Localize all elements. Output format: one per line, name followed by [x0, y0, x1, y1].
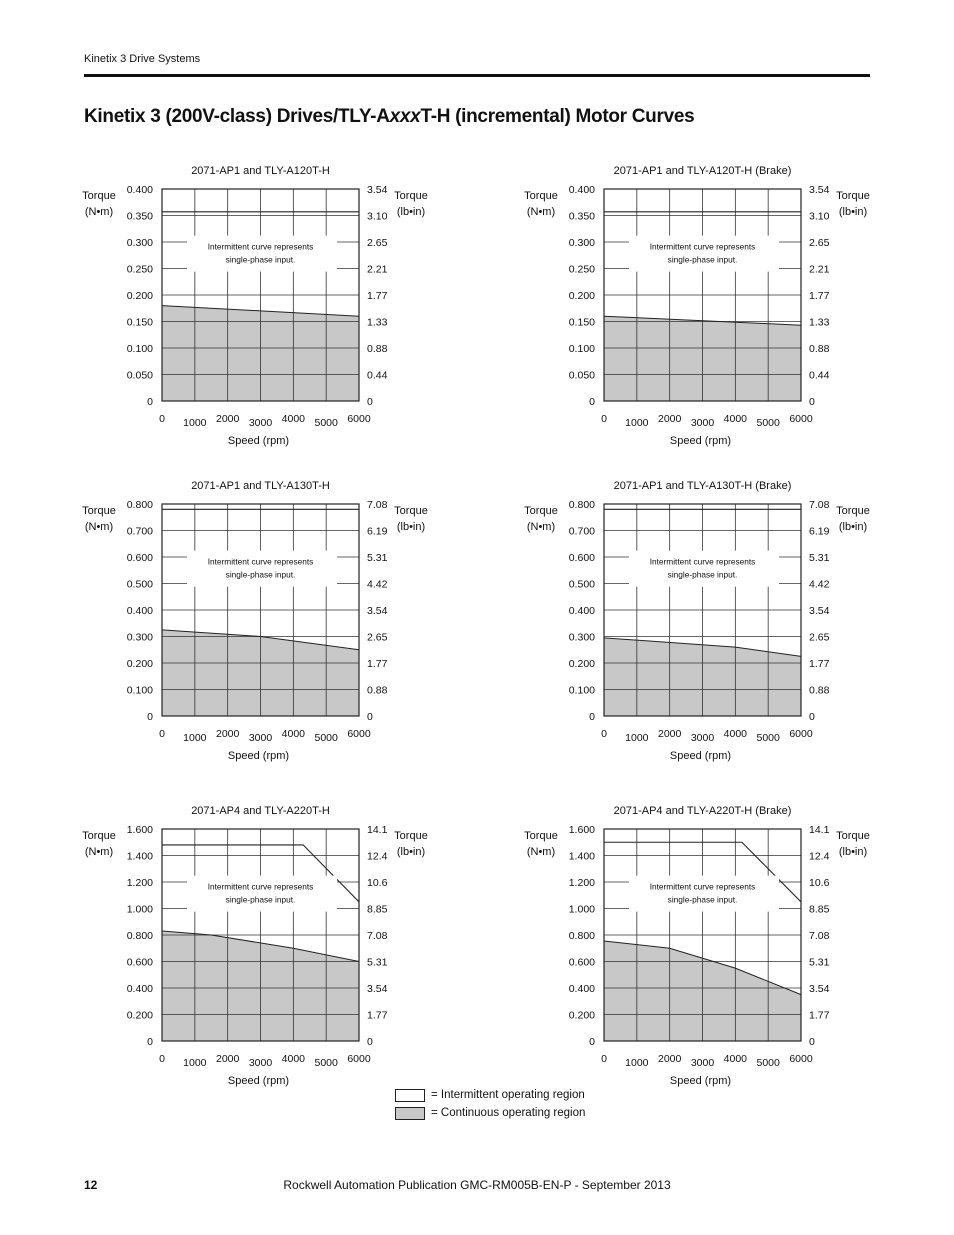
- y-tick-left: 1.400: [568, 850, 595, 863]
- y-tick-right: 3.54: [809, 983, 830, 995]
- x-tick-label: 6000: [789, 413, 813, 425]
- y-tick-left: 0.300: [568, 237, 595, 249]
- y-tick-left: 0.150: [126, 316, 153, 329]
- y-tick-right: 1.77: [809, 1009, 830, 1022]
- x-tick-label: 4000: [281, 728, 306, 740]
- chart-title: 2071-AP4 and TLY-A220T-H (Brake): [613, 805, 792, 817]
- y-tick-right: 2.21: [809, 263, 830, 276]
- y-tick-left: 0.100: [126, 343, 153, 355]
- y-tick-left: 0.400: [126, 983, 153, 995]
- legend-swatch-continuous: [395, 1107, 425, 1120]
- motor-chart-3: [82, 480, 428, 762]
- y-tick-right: 5.31: [809, 552, 830, 564]
- x-tick-label: 5000: [314, 732, 338, 744]
- y-tick-right: 7.08: [367, 499, 388, 511]
- y-axis-unit-right: (lb•in): [396, 206, 426, 218]
- legend-swatch-intermittent: [395, 1089, 425, 1102]
- y-tick-right: 3.10: [809, 210, 830, 223]
- y-tick-right: 2.65: [809, 237, 830, 249]
- y-axis-label-right: Torque: [394, 190, 428, 202]
- x-tick-label: 2000: [215, 728, 240, 740]
- y-axis-label-left: Torque: [82, 505, 116, 517]
- chart-title: 2071-AP1 and TLY-A130T-H: [191, 480, 330, 492]
- y-axis-label-right: Torque: [836, 505, 870, 517]
- y-tick-left: 0.500: [126, 578, 153, 591]
- y-tick-left: 0.600: [126, 552, 153, 564]
- x-tick-label: 1000: [183, 1057, 207, 1069]
- x-tick-label: 1000: [183, 417, 207, 429]
- y-axis-unit-right: (lb•in): [838, 846, 868, 858]
- y-tick-right: 0.44: [367, 369, 388, 382]
- motor-chart-6: [524, 805, 870, 1087]
- y-tick-right: 0: [367, 711, 373, 723]
- y-tick-right: 0.88: [809, 684, 830, 697]
- y-axis-unit-right: (lb•in): [838, 521, 868, 533]
- y-tick-right: 3.54: [809, 605, 830, 617]
- page-title-suffix: T-H (incremental) Motor Curves: [420, 106, 695, 127]
- y-tick-right: 0: [809, 396, 815, 408]
- y-tick-left: 0: [589, 711, 595, 723]
- y-tick-left: 0: [147, 1036, 153, 1048]
- y-axis-unit-right: (lb•in): [396, 521, 426, 533]
- y-tick-left: 0.300: [126, 631, 153, 644]
- y-tick-left: 0.250: [568, 263, 595, 276]
- y-tick-left: 0.400: [126, 184, 153, 196]
- x-tick-label: 2000: [215, 413, 240, 425]
- y-tick-left: 0.700: [126, 525, 153, 538]
- chart-title: 2071-AP1 and TLY-A120T-H: [191, 165, 330, 177]
- y-tick-left: 0.200: [568, 658, 595, 670]
- y-axis-label-right: Torque: [394, 830, 428, 842]
- chart-title: 2071-AP1 and TLY-A130T-H (Brake): [613, 480, 792, 492]
- y-tick-right: 0.88: [809, 343, 830, 355]
- y-tick-left: 1.400: [126, 850, 153, 863]
- y-tick-left: 0.600: [568, 956, 595, 969]
- y-tick-right: 1.77: [367, 1009, 388, 1022]
- x-tick-label: 2000: [657, 1053, 682, 1065]
- y-tick-right: 7.08: [809, 499, 830, 511]
- x-tick-label: 3000: [248, 732, 273, 744]
- chart-title: 2071-AP1 and TLY-A120T-H (Brake): [613, 165, 792, 177]
- annotation-line-1: Intermittent curve represents: [649, 556, 756, 567]
- y-tick-right: 5.31: [367, 956, 388, 969]
- annotation-line-2: single-phase input.: [667, 254, 738, 265]
- x-axis-label: Speed (rpm): [227, 1075, 290, 1087]
- page-number: 12: [84, 1178, 98, 1192]
- y-axis-label-left: Torque: [82, 830, 116, 842]
- legend-continuous: [395, 1104, 585, 1122]
- y-tick-left: 0.200: [126, 1009, 153, 1022]
- y-tick-right: 0: [809, 711, 815, 723]
- x-tick-label: 6000: [347, 1053, 371, 1065]
- page-title-italic: xxx: [389, 106, 421, 127]
- y-tick-right: 1.33: [809, 316, 830, 329]
- y-axis-label-left: Torque: [82, 190, 116, 202]
- annotation-line-1: Intermittent curve represents: [207, 881, 314, 892]
- x-tick-label: 2000: [657, 728, 682, 740]
- y-tick-right: 3.54: [809, 184, 830, 196]
- x-tick-label: 4000: [281, 1053, 306, 1065]
- x-tick-label: 4000: [723, 413, 748, 425]
- y-tick-right: 12.4: [367, 850, 388, 863]
- y-tick-left: 0.600: [568, 552, 595, 564]
- y-tick-left: 0.800: [568, 930, 595, 942]
- y-tick-right: 0.88: [367, 684, 388, 697]
- y-tick-left: 1.000: [126, 903, 153, 916]
- y-tick-right: 3.54: [367, 605, 388, 617]
- x-tick-label: 1000: [625, 1057, 649, 1069]
- y-tick-right: 0.44: [809, 369, 830, 382]
- y-tick-left: 1.000: [568, 903, 595, 916]
- y-tick-left: 0.050: [568, 369, 595, 382]
- x-tick-label: 1000: [625, 732, 649, 744]
- y-axis-unit-left: (N•m): [84, 846, 114, 858]
- y-axis-label-left: Torque: [524, 830, 558, 842]
- y-tick-right: 7.08: [367, 930, 388, 942]
- y-axis-unit-left: (N•m): [84, 206, 114, 218]
- motor-chart-5: [82, 805, 428, 1087]
- y-tick-right: 6.19: [367, 525, 388, 538]
- x-tick-label: 1000: [183, 732, 207, 744]
- y-axis-label-right: Torque: [836, 830, 870, 842]
- y-tick-right: 2.65: [367, 237, 388, 249]
- legend: [395, 1086, 585, 1122]
- y-tick-right: 1.77: [809, 290, 830, 302]
- y-tick-left: 0.100: [126, 684, 153, 697]
- y-tick-right: 8.85: [809, 903, 830, 916]
- x-tick-label: 0: [159, 413, 165, 425]
- annotation-line-1: Intermittent curve represents: [207, 241, 314, 252]
- y-tick-left: 0.300: [568, 631, 595, 644]
- x-tick-label: 4000: [281, 413, 306, 425]
- y-axis-label-left: Torque: [524, 505, 558, 517]
- motor-chart-4: [524, 480, 870, 762]
- y-tick-right: 10.6: [367, 877, 388, 889]
- y-tick-left: 0: [147, 711, 153, 723]
- y-tick-left: 0.600: [126, 956, 153, 969]
- x-axis-label: Speed (rpm): [669, 435, 732, 447]
- x-tick-label: 3000: [690, 1057, 715, 1069]
- chart-title: 2071-AP4 and TLY-A220T-H: [191, 805, 330, 817]
- y-axis-unit-right: (lb•in): [838, 206, 868, 218]
- y-tick-right: 1.77: [809, 658, 830, 670]
- y-tick-left: 0.400: [568, 184, 595, 196]
- y-tick-left: 0.200: [126, 290, 153, 302]
- y-tick-right: 2.65: [809, 631, 830, 644]
- annotation-line-1: Intermittent curve represents: [649, 881, 756, 892]
- x-axis-label: Speed (rpm): [669, 1075, 732, 1087]
- y-tick-right: 3.54: [367, 983, 388, 995]
- y-tick-left: 0.150: [568, 316, 595, 329]
- y-tick-left: 0: [589, 396, 595, 408]
- annotation-line-1: Intermittent curve represents: [649, 241, 756, 252]
- y-tick-left: 1.200: [568, 877, 595, 889]
- y-tick-right: 2.65: [367, 631, 388, 644]
- x-axis-label: Speed (rpm): [227, 750, 290, 762]
- page-title-prefix: Kinetix 3 (200V-class) Drives/TLY-A: [84, 106, 390, 127]
- x-tick-label: 5000: [756, 417, 780, 429]
- x-tick-label: 0: [601, 1053, 607, 1065]
- y-tick-left: 0.050: [126, 369, 153, 382]
- y-tick-left: 0: [147, 396, 153, 408]
- y-tick-left: 0.200: [568, 1009, 595, 1022]
- y-tick-right: 3.54: [367, 184, 388, 196]
- y-tick-right: 6.19: [809, 525, 830, 538]
- publication-info: Rockwell Automation Publication GMC-RM005B-EN-P - September 2013: [283, 1178, 671, 1192]
- y-tick-right: 1.33: [367, 316, 388, 329]
- x-axis-label: Speed (rpm): [227, 435, 290, 447]
- x-tick-label: 1000: [625, 417, 649, 429]
- y-tick-right: 1.77: [367, 658, 388, 670]
- y-tick-right: 14.1: [809, 824, 830, 836]
- legend-label-continuous: = Continuous operating region: [431, 1107, 586, 1119]
- y-tick-left: 0.700: [568, 525, 595, 538]
- y-tick-left: 0.300: [126, 237, 153, 249]
- y-tick-left: 0.200: [568, 290, 595, 302]
- y-tick-left: 0.800: [568, 499, 595, 511]
- y-tick-right: 4.42: [367, 578, 388, 591]
- x-tick-label: 6000: [347, 728, 371, 740]
- y-axis-label-left: Torque: [524, 190, 558, 202]
- y-tick-right: 2.21: [367, 263, 388, 276]
- x-tick-label: 0: [601, 728, 607, 740]
- y-axis-unit-right: (lb•in): [396, 846, 426, 858]
- y-tick-left: 0.500: [568, 578, 595, 591]
- annotation-line-1: Intermittent curve represents: [207, 556, 314, 567]
- y-tick-right: 0.88: [367, 343, 388, 355]
- y-axis-label-right: Torque: [394, 505, 428, 517]
- y-tick-left: 0.800: [126, 499, 153, 511]
- y-axis-label-right: Torque: [836, 190, 870, 202]
- motor-chart-2: [524, 165, 870, 447]
- x-tick-label: 4000: [723, 1053, 748, 1065]
- y-tick-left: 0.100: [568, 684, 595, 697]
- legend-intermittent: [395, 1086, 585, 1104]
- y-tick-left: 1.200: [126, 877, 153, 889]
- y-tick-right: 7.08: [809, 930, 830, 942]
- y-tick-left: 0.200: [126, 658, 153, 670]
- x-tick-label: 3000: [690, 732, 715, 744]
- x-tick-label: 2000: [215, 1053, 240, 1065]
- annotation-line-2: single-phase input.: [225, 569, 296, 580]
- y-tick-right: 12.4: [809, 850, 830, 863]
- y-tick-right: 8.85: [367, 903, 388, 916]
- motor-chart-1: [82, 165, 428, 447]
- x-tick-label: 3000: [248, 417, 273, 429]
- annotation-line-2: single-phase input.: [225, 254, 296, 265]
- x-tick-label: 3000: [690, 417, 715, 429]
- x-tick-label: 6000: [347, 413, 371, 425]
- y-axis-unit-left: (N•m): [526, 521, 556, 533]
- y-tick-left: 0.350: [568, 210, 595, 223]
- y-tick-right: 0: [367, 396, 373, 408]
- x-tick-label: 0: [159, 1053, 165, 1065]
- x-tick-label: 5000: [756, 1057, 780, 1069]
- x-tick-label: 5000: [314, 1057, 338, 1069]
- y-tick-left: 0: [589, 1036, 595, 1048]
- x-tick-label: 3000: [248, 1057, 273, 1069]
- y-tick-right: 0: [367, 1036, 373, 1048]
- running-header: Kinetix 3 Drive Systems: [84, 53, 201, 65]
- annotation-line-2: single-phase input.: [225, 894, 296, 905]
- x-tick-label: 6000: [789, 728, 813, 740]
- y-tick-right: 3.10: [367, 210, 388, 223]
- y-tick-left: 1.600: [126, 824, 153, 836]
- legend-label-intermittent: = Intermittent operating region: [431, 1089, 585, 1101]
- x-tick-label: 0: [601, 413, 607, 425]
- y-axis-unit-left: (N•m): [526, 846, 556, 858]
- y-axis-unit-left: (N•m): [526, 206, 556, 218]
- y-tick-right: 1.77: [367, 290, 388, 302]
- x-tick-label: 6000: [789, 1053, 813, 1065]
- y-tick-left: 0.100: [568, 343, 595, 355]
- y-tick-right: 10.6: [809, 877, 830, 889]
- annotation-line-2: single-phase input.: [667, 569, 738, 580]
- x-axis-label: Speed (rpm): [669, 750, 732, 762]
- y-tick-right: 5.31: [367, 552, 388, 564]
- x-tick-label: 2000: [657, 413, 682, 425]
- y-tick-left: 0.800: [126, 930, 153, 942]
- y-tick-right: 0: [809, 1036, 815, 1048]
- y-tick-left: 1.600: [568, 824, 595, 836]
- y-tick-left: 0.400: [568, 605, 595, 617]
- x-tick-label: 0: [159, 728, 165, 740]
- y-tick-right: 14.1: [367, 824, 388, 836]
- y-tick-right: 4.42: [809, 578, 830, 591]
- y-axis-unit-left: (N•m): [84, 521, 114, 533]
- y-tick-left: 0.400: [126, 605, 153, 617]
- y-tick-left: 0.400: [568, 983, 595, 995]
- x-tick-label: 4000: [723, 728, 748, 740]
- x-tick-label: 5000: [314, 417, 338, 429]
- y-tick-right: 5.31: [809, 956, 830, 969]
- x-tick-label: 5000: [756, 732, 780, 744]
- y-tick-left: 0.350: [126, 210, 153, 223]
- annotation-line-2: single-phase input.: [667, 894, 738, 905]
- y-tick-left: 0.250: [126, 263, 153, 276]
